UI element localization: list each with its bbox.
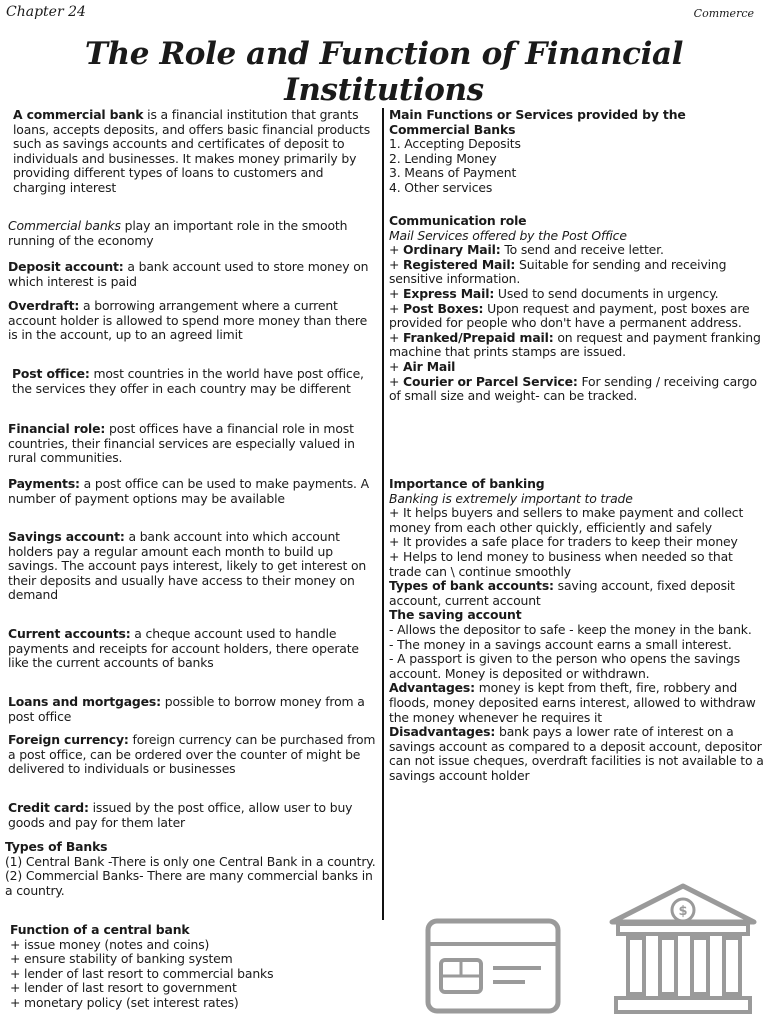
definition: Suitable for sending and receiving sensitive information. xyxy=(389,256,727,287)
definition: a borrowing arrangement where a current account holder is allowed to spend more money than there is in the account, up to an agreed limit xyxy=(8,298,368,343)
list-item: + lender of last resort to government xyxy=(10,980,237,996)
definition: money is kept from theft, fire, robbery and floods, money deposited earns interest, allowed to withdraw the money whenever he requires it xyxy=(389,680,756,725)
savings-account-definition xyxy=(8,530,380,603)
post-office-definition xyxy=(8,367,380,396)
term: Post Boxes: xyxy=(403,300,484,316)
term: A commercial bank xyxy=(13,107,144,122)
foreign-currency-definition xyxy=(8,733,380,777)
definition: on request and payment franking machine that prints stamps are issued. xyxy=(389,329,761,360)
term: Credit card: xyxy=(8,800,89,815)
svg-text:$: $ xyxy=(678,904,688,919)
definition: For sending / receiving cargo of small size and weight- can be tracked. xyxy=(389,373,757,404)
definition: Upon request and payment, post boxes are provided for people who don't have a permanent address. xyxy=(389,300,750,331)
credit-card-icon xyxy=(425,918,561,1014)
definition: bank pays a lower rate of interest on a savings account as compared to a deposit account, depositor can not issue cheques, overdraft facilities is not available to a savings account holder xyxy=(389,724,764,783)
commercial-banks-role xyxy=(8,219,380,248)
definition: foreign currency can be purchased from a post office, can be ordered over the counter of might be delivered to individuals or businesses xyxy=(8,732,376,777)
advantages xyxy=(389,681,765,725)
commercial-bank-definition xyxy=(8,108,380,196)
list-item: 1. Accepting Deposits xyxy=(389,136,521,152)
term: Ordinary Mail: xyxy=(403,242,501,258)
term: Air Mail xyxy=(403,358,456,374)
definition: a bank account used to store money on which interest is paid xyxy=(8,259,369,289)
section-subheading: Banking is extremely important to trade xyxy=(389,490,633,506)
mail-item: + Franked/Prepaid mail: on request and payment franking machine that prints stamps are issued. xyxy=(389,329,761,360)
mail-item: + Air Mail xyxy=(389,358,456,374)
definition: a bank account into which account holders pay a regular amount each month to build up savings. The account pays interest, likely to get interest on their deposits and usually have access to their money on demand xyxy=(8,529,367,603)
term: Post office: xyxy=(12,366,90,381)
term: Financial role: xyxy=(8,421,106,436)
term: Commercial banks xyxy=(8,218,121,233)
payments-definition xyxy=(8,477,380,506)
term: Courier or Parcel Service: xyxy=(403,373,578,389)
definition: saving account, fixed deposit account, current account xyxy=(389,578,735,608)
definition: To send and receive letter. xyxy=(500,242,664,258)
chapter-label: Chapter 24 xyxy=(6,4,86,20)
definition: Used to send documents in urgency. xyxy=(494,285,719,301)
list-item: 2. Lending Money xyxy=(389,150,497,166)
definition: a post office can be used to make payments. A number of payment options may be available xyxy=(8,476,369,506)
financial-role-definition xyxy=(8,422,380,466)
section-heading: The saving account xyxy=(389,607,522,623)
term: Loans and mortgages: xyxy=(8,694,161,709)
overdraft-definition xyxy=(8,299,380,343)
term: Overdraft: xyxy=(8,298,80,313)
list-item: - Allows the depositor to safe - keep the money in the bank. xyxy=(389,621,752,637)
term: Foreign currency: xyxy=(8,732,129,747)
column-divider xyxy=(382,108,384,920)
term: Current accounts: xyxy=(8,626,131,641)
mail-item: + Courier or Parcel Service: For sending / receiving cargo of small size and weight- can be tracked. xyxy=(389,373,757,404)
term: Deposit account: xyxy=(8,259,124,274)
section-subheading: Mail Services offered by the Post Office xyxy=(389,227,627,243)
term: Registered Mail: xyxy=(403,256,516,272)
section-heading: Main Functions or Services provided by the Commercial Banks xyxy=(389,107,686,137)
list-item: 3. Means of Payment xyxy=(389,165,517,181)
central-bank-functions xyxy=(8,923,380,1011)
page-title: The Role and Function of Financial Institutions xyxy=(84,36,684,108)
definition: issued by the post office, allow user to buy goods and pay for them later xyxy=(8,800,353,830)
mail-item: + Post Boxes: Upon request and payment, post boxes are provided for people who don't have a permanent address. xyxy=(389,300,750,331)
loans-mortgages-definition xyxy=(8,695,380,724)
subject-label: Commerce xyxy=(693,7,754,20)
list-item: + monetary policy (set interest rates) xyxy=(10,994,239,1010)
importance-of-banking xyxy=(389,477,765,783)
definition: play an important role in the smooth running of the economy xyxy=(8,218,348,248)
section-heading: Types of Banks xyxy=(5,839,108,854)
definition: is a financial institution that grants loans, accepts deposits, and offers basic financial products such as savings accounts and certificates of deposit to individuals and businesses. It makes money primarily by providing different types of loans to customers and charging interest xyxy=(13,107,371,195)
mail-item: + Express Mail: Used to send documents in urgency. xyxy=(389,285,719,301)
mail-item: + Ordinary Mail: To send and receive letter. xyxy=(389,242,664,258)
mail-item: + Registered Mail: Suitable for sending and receiving sensitive information. xyxy=(389,256,727,287)
definition: possible to borrow money from a post office xyxy=(8,694,365,724)
definition: most countries in the world have post office, the services they offer in each country may be different xyxy=(12,366,364,396)
term: Payments: xyxy=(8,476,80,491)
current-accounts-definition xyxy=(8,627,380,671)
term: Express Mail: xyxy=(403,285,495,301)
definition: post offices have a financial role in most countries, their financial services are especially valued in rural communities. xyxy=(8,421,355,466)
main-functions xyxy=(389,108,765,196)
list-item: + Helps to lend money to business when needed so that trade can \ continue smoothly xyxy=(389,548,733,579)
types-of-banks xyxy=(5,840,377,898)
list-item: + It helps buyers and sellers to make payment and collect money from each other quickly, efficiently and safely xyxy=(389,505,744,535)
term: Advantages: xyxy=(389,680,475,696)
deposit-account-definition xyxy=(8,260,380,289)
term: Franked/Prepaid mail: xyxy=(403,329,554,345)
list-item: + ensure stability of banking system xyxy=(10,951,233,967)
list-item: (1) Central Bank -There is only one Central Bank in a country. xyxy=(5,853,376,869)
section-heading: Importance of banking xyxy=(389,476,545,491)
term: Types of bank accounts: xyxy=(389,578,554,594)
types-of-bank-accounts xyxy=(389,579,765,608)
term: Savings account: xyxy=(8,529,125,544)
disadvantages xyxy=(389,725,765,783)
list-item: (2) Commercial Banks- There are many commercial banks in a country. xyxy=(5,868,373,898)
credit-card-definition xyxy=(8,801,380,830)
list-item: + It provides a safe place for traders to keep their money xyxy=(389,534,738,550)
list-item: + lender of last resort to commercial banks xyxy=(10,965,274,981)
term: Disadvantages: xyxy=(389,724,496,740)
list-item: - A passport is given to the person who opens the savings account. Money is deposited or withdrawn. xyxy=(389,651,741,681)
list-item: - The money in a savings account earns a small interest. xyxy=(389,636,732,652)
list-item: + issue money (notes and coins) xyxy=(10,936,210,952)
section-heading: Communication role xyxy=(389,213,527,228)
section-heading: Function of a central bank xyxy=(10,922,190,937)
list-item: 4. Other services xyxy=(389,179,493,195)
definition: a cheque account used to handle payments and receipts for account holders, there operate like the current accounts of banks xyxy=(8,626,359,671)
communication-role xyxy=(389,214,765,404)
bank-building-icon xyxy=(608,882,758,1016)
